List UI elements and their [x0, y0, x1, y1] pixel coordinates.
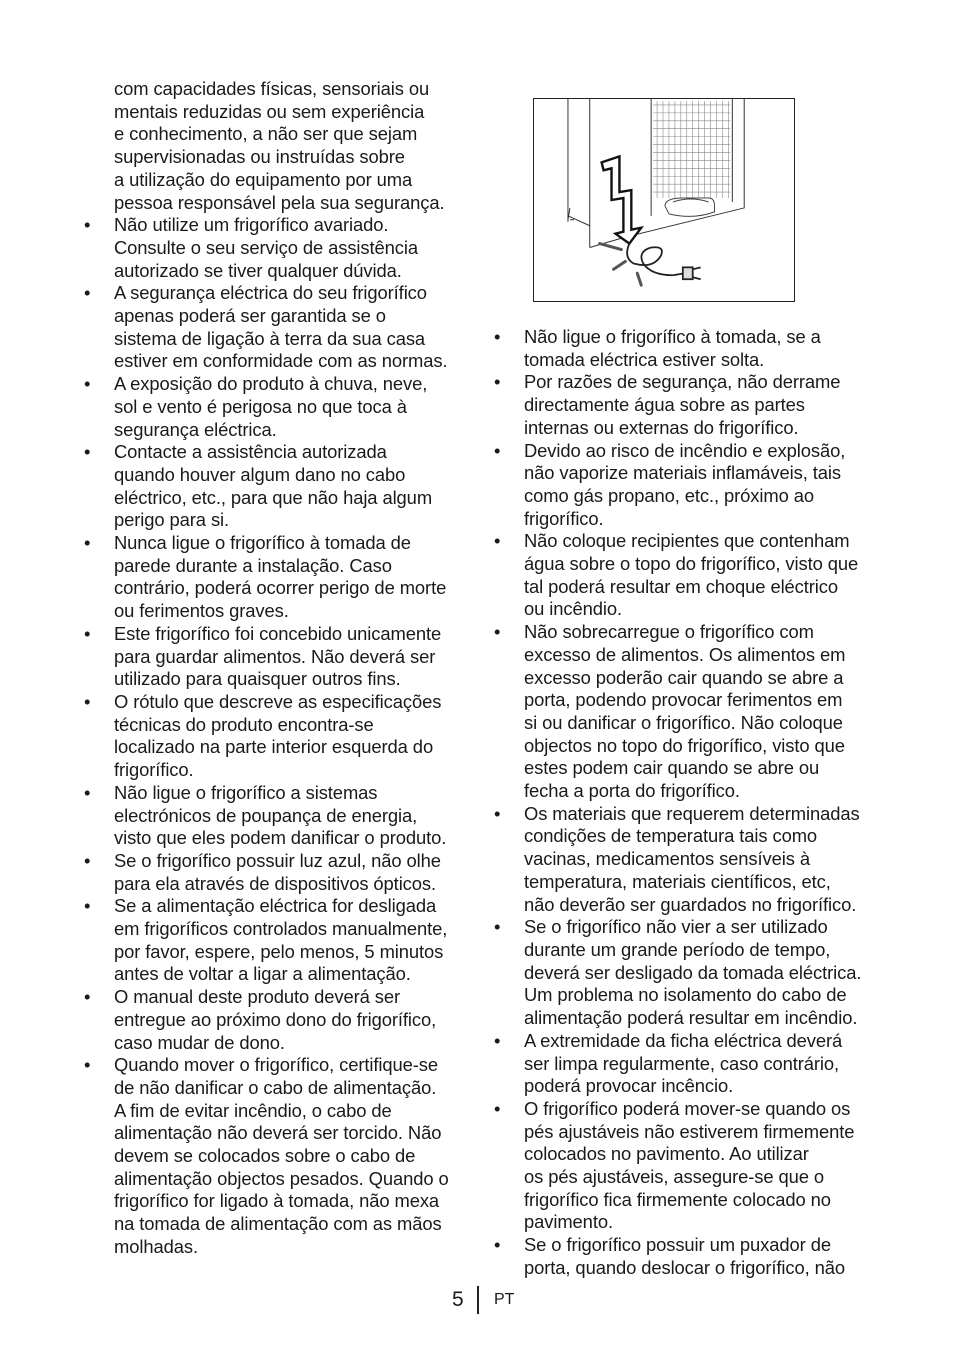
text-line: si ou danificar o frigorífico. Não coloque	[524, 711, 843, 733]
text-line: frigorífico.	[114, 759, 194, 781]
text-line: e conhecimento, a não ser que sejam	[114, 123, 418, 145]
text-line: O rótulo que descreve as especificações	[114, 690, 442, 712]
bullet-item	[82, 532, 472, 623]
bullet-item	[492, 440, 882, 531]
text-line: porta, podendo provocar ferimentos em	[524, 689, 843, 711]
page-number: 5	[452, 1288, 464, 1311]
text-line: mentais reduzidas ou sem experiência	[114, 100, 425, 122]
language-code: PT	[494, 1291, 515, 1308]
text-line: excesso poderão cair quando se abre a	[524, 666, 844, 688]
bullet-item	[492, 1234, 882, 1279]
text-line: não deverão ser guardados no frigorífico.	[524, 893, 857, 915]
bullet-item	[492, 803, 882, 917]
text-line: utilizado para quaisquer outros fins.	[114, 668, 401, 690]
bullet-item	[492, 1030, 882, 1098]
text-line: frigorífico fica firmemente colocado no	[524, 1188, 831, 1210]
text-line: segurança eléctrica.	[114, 418, 277, 440]
refrigerator-illustration	[533, 98, 795, 302]
text-line: Este frigorífico foi concebido unicamente	[114, 622, 442, 644]
text-line: Quando mover o frigorífico, certifique-se	[114, 1054, 439, 1076]
bullet-item	[82, 850, 472, 895]
text-line: A extremidade da ficha eléctrica deverá	[524, 1029, 843, 1051]
bullet-item	[492, 1098, 882, 1234]
text-line: Os materiais que requerem determinadas	[524, 802, 860, 824]
text-line: frigorífico for ligado à tomada, não mexa	[114, 1190, 440, 1212]
text-line: entregue ao próximo dono do frigorífico,	[114, 1008, 437, 1030]
text-line: tomada eléctrica estiver solta.	[524, 348, 765, 370]
text-line: Não utilize um frigorífico avariado.	[114, 214, 389, 236]
bullet-item	[82, 623, 472, 691]
text-line: Devido ao risco de incêndio e explosão,	[524, 439, 846, 461]
text-line: Por razões de segurança, não derrame	[524, 371, 841, 393]
text-line: alimentação não deverá ser torcido. Não	[114, 1122, 442, 1144]
text-line: ou incêndio.	[524, 598, 622, 620]
text-line: tal poderá resultar em choque eléctrico	[524, 575, 839, 597]
text-line: perigo para si.	[114, 509, 230, 531]
text-line: Se o frigorífico possuir luz azul, não olhe	[114, 849, 441, 871]
text-line: na tomada de alimentação com as mãos	[114, 1213, 442, 1235]
bullet-item	[492, 371, 882, 439]
text-line: autorizado se tiver qualquer dúvida.	[114, 259, 402, 281]
text-line: em frigoríficos controlados manualmente,	[114, 918, 448, 940]
text-line: Não coloque recipientes que contenham	[524, 530, 850, 552]
text-line: pavimento.	[524, 1211, 613, 1233]
text-line: directamente água sobre as partes	[524, 394, 805, 416]
text-line: colocados no pavimento. Ao utilizar	[524, 1143, 809, 1165]
text-line: porta, quando deslocar o frigorífico, não	[524, 1256, 846, 1278]
text-line: água sobre o topo do frigorífico, visto que	[524, 553, 859, 575]
text-line: apenas poderá ser garantida se o	[114, 305, 386, 327]
text-line: eléctrico, etc., para que não haja algum	[114, 486, 433, 508]
text-line: quando houver algum dano no cabo	[114, 463, 406, 485]
bullet-item	[492, 530, 882, 621]
text-line: poderá provocar incêncio.	[524, 1075, 734, 1097]
text-line: como gás propano, etc., próximo ao	[524, 484, 814, 506]
text-line: técnicas do produto encontra-se	[114, 713, 374, 735]
bullet-item	[82, 895, 472, 986]
text-line: O frigorífico poderá mover-se quando os	[524, 1097, 851, 1119]
text-line: A fim de evitar incêndio, o cabo de	[114, 1099, 392, 1121]
continuation-paragraph	[82, 78, 472, 214]
bullet-item	[82, 373, 472, 441]
text-line: Não ligue o frigorífico a sistemas	[114, 781, 378, 803]
text-line: deverá ser desligado da tomada eléctrica.	[524, 961, 862, 983]
text-line: caso mudar de dono.	[114, 1031, 285, 1053]
bullet-item	[82, 214, 472, 282]
text-line: vacinas, medicamentos sensíveis à	[524, 848, 810, 870]
bullet-item	[492, 326, 882, 371]
left-column	[82, 78, 472, 1259]
text-line: para guardar alimentos. Não deverá ser	[114, 645, 436, 667]
text-line: condições de temperatura tais como	[524, 825, 818, 847]
text-line: de não danificar o cabo de alimentação.	[114, 1076, 437, 1098]
text-line: contrário, poderá ocorrer perigo de morte	[114, 577, 447, 599]
text-line: por favor, espere, pelo menos, 5 minutos	[114, 940, 444, 962]
text-line: objectos no topo do frigorífico, visto que	[524, 734, 845, 756]
text-line: pessoa responsável pela sua segurança.	[114, 191, 445, 213]
text-line: fecha a porta do frigorífico.	[524, 780, 740, 802]
text-line: Não ligue o frigorífico à tomada, se a	[524, 326, 821, 347]
text-line: durante um grande período de tempo,	[524, 938, 831, 960]
page-footer	[0, 1286, 954, 1316]
text-line: Consulte o seu serviço de assistência	[114, 236, 418, 258]
bullet-item	[82, 691, 472, 782]
bullet-item	[492, 916, 882, 1030]
lightning-bolt-icon	[602, 156, 642, 243]
text-line: molhadas.	[114, 1235, 198, 1257]
text-line: electrónicos de poupança de energia,	[114, 804, 418, 826]
right-bullet-list	[492, 326, 882, 1280]
text-line: alimentação poderá resultar em incêndio.	[524, 1007, 858, 1029]
text-line: para ela através de dispositivos ópticos.	[114, 872, 437, 894]
left-bullet-list	[82, 214, 472, 1258]
text-line: temperatura, materiais científicos, etc,	[524, 870, 831, 892]
bullet-item	[82, 282, 472, 373]
text-line: alimentação objectos pesados. Quando o	[114, 1167, 449, 1189]
text-line: ser limpa regularmente, caso contrário,	[524, 1052, 840, 1074]
text-line: estes podem cair quando se abre ou	[524, 757, 820, 779]
text-line: Se o frigorífico possuir um puxador de	[524, 1234, 831, 1256]
text-line: devem se colocados sobre o cabo de	[114, 1145, 416, 1167]
text-line: O manual deste produto deverá ser	[114, 986, 401, 1008]
text-line: sol e vento é perigosa no que toca à	[114, 395, 407, 417]
right-column	[492, 326, 882, 1280]
text-line: estiver em conformidade com as normas.	[114, 350, 448, 372]
text-line: excesso de alimentos. Os alimentos em	[524, 643, 846, 665]
text-line: Nunca ligue o frigorífico à tomada de	[114, 532, 411, 554]
text-line: internas ou externas do frigorífico.	[524, 416, 799, 438]
text-line: com capacidades físicas, sensoriais ou	[114, 78, 430, 99]
footer-divider	[477, 1286, 479, 1314]
text-line: A segurança eléctrica do seu frigorífico	[114, 282, 427, 304]
text-line: sistema de ligação à terra da sua casa	[114, 327, 426, 349]
refrigerator-back-icon	[534, 99, 794, 301]
bullet-item	[492, 621, 882, 803]
text-line: pés ajustáveis não estiverem firmemente	[524, 1120, 855, 1142]
bullet-item	[82, 441, 472, 532]
text-line: frigorífico.	[524, 507, 604, 529]
text-line: supervisionadas ou instruídas sobre	[114, 146, 405, 168]
bullet-item	[82, 782, 472, 850]
text-line: localizado na parte interior esquerda do	[114, 736, 434, 758]
text-line: parede durante a instalação. Caso	[114, 554, 392, 576]
text-line: Contacte a assistência autorizada	[114, 441, 387, 463]
text-line: a utilização do equipamento por uma	[114, 168, 413, 190]
text-line: não vaporize materiais inflamáveis, tais	[524, 462, 841, 484]
text-line: Se a alimentação eléctrica for desligada	[114, 895, 437, 917]
text-line: os pés ajustáveis, assegure-se que o	[524, 1166, 825, 1188]
text-line: Não sobrecarregue o frigorífico com	[524, 621, 814, 643]
bullet-item	[82, 986, 472, 1054]
text-line: antes de voltar a ligar a alimentação.	[114, 963, 411, 985]
text-line: ou ferimentos graves.	[114, 600, 289, 622]
text-line: visto que eles podem danificar o produto.	[114, 827, 447, 849]
text-line: A exposição do produto à chuva, neve,	[114, 373, 428, 395]
text-line: Um problema no isolamento do cabo de	[524, 984, 847, 1006]
text-line: Se o frigorífico não vier a ser utilizado	[524, 916, 828, 938]
bullet-item	[82, 1054, 472, 1258]
